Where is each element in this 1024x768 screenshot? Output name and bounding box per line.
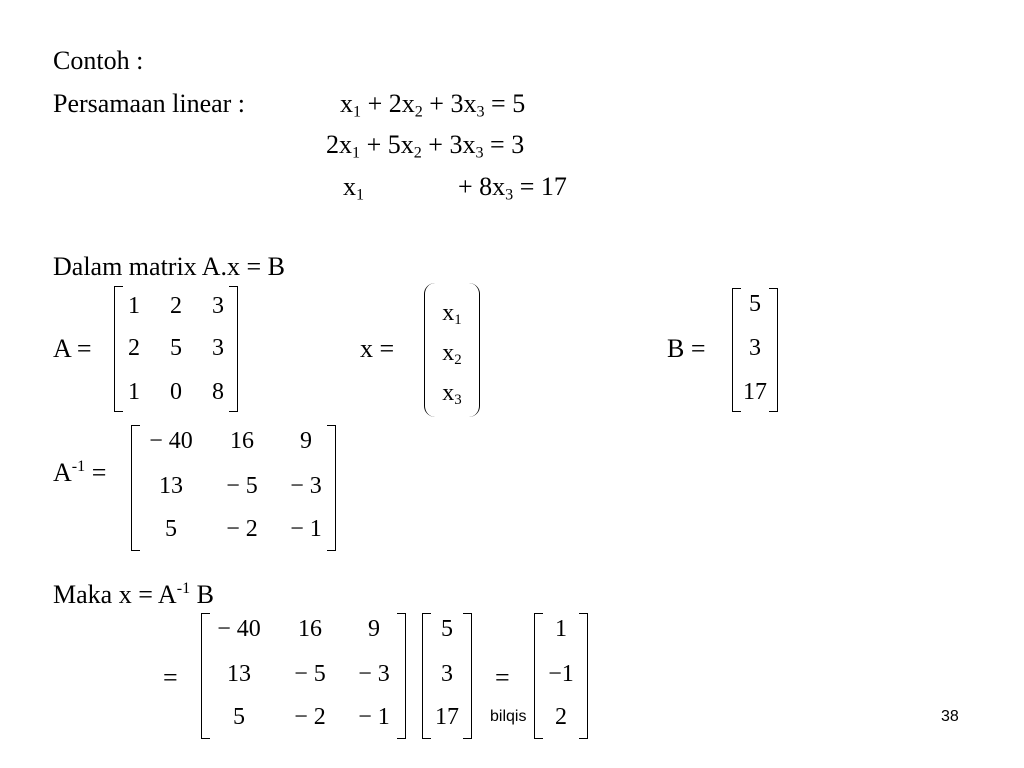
vector-cell: 5 [441,616,453,642]
footer-author: bilqis [490,708,527,725]
matrix-cell: − 5 [226,473,258,499]
vector-cell: 5 [749,291,761,317]
matrix-cell: 9 [300,428,312,454]
matrix-a-label: A = [53,334,92,363]
matrix-cell: − 3 [358,661,390,687]
page-number: 38 [941,708,959,725]
matrix-cell: − 2 [294,704,326,730]
matrix-a-inverse [131,425,336,551]
vector-cell: −1 [548,661,574,687]
matrix-form-text: Dalam matrix A.x = B [53,252,286,281]
equations-label: Persamaan linear : [53,89,246,118]
matrix-cell: 5 [170,335,182,361]
matrix-a-inverse-product [201,613,406,739]
vector-cell: 17 [743,379,767,405]
matrix-cell: 16 [298,616,322,642]
matrix-cell: 3 [212,335,224,361]
vector-b-label: B = [667,334,706,363]
vector-cell: $x_1$ [442,300,462,329]
matrix-cell: 5 [233,704,245,730]
matrix-cell: − 1 [358,704,390,730]
vector-cell: 17 [435,704,459,730]
matrix-cell: 2 [170,293,182,319]
equation-3-rhs: + $8x_3 = 17$ [458,172,567,204]
matrix-cell: 13 [227,661,251,687]
matrix-cell: 16 [230,428,254,454]
equals-sign: = [163,663,178,692]
solution-text: Maka $x = A^{-1}$ B [53,580,214,609]
matrix-cell: 8 [212,379,224,405]
matrix-cell: 9 [368,616,380,642]
equation-2: $2x_1 + 5x_2 + 3x_3 = 3$ [326,130,525,162]
matrix-cell: 2 [128,335,140,361]
vector-b [732,288,778,412]
vector-cell: $x_2$ [442,340,462,369]
matrix-cell: 5 [165,516,177,542]
equation-3-lhs: $x_1$ [343,172,365,204]
matrix-cell: − 5 [294,661,326,687]
matrix-cell: 3 [212,293,224,319]
heading: Contoh : [53,46,144,75]
vector-cell: 3 [749,335,761,361]
matrix-cell: − 40 [217,616,261,642]
matrix-cell: 1 [128,293,140,319]
vector-cell: 2 [555,704,567,730]
vector-b-product [422,613,472,739]
vector-x [424,283,480,417]
equals-sign-result: = [495,663,510,692]
matrix-cell: − 3 [290,473,322,499]
matrix-cell: 13 [159,473,183,499]
matrix-cell: − 40 [149,428,193,454]
matrix-cell: − 1 [290,516,322,542]
vector-cell: $x_3$ [442,380,462,409]
vector-cell: 3 [441,661,453,687]
matrix-cell: 0 [170,379,182,405]
vector-cell: 1 [555,616,567,642]
matrix-a [114,286,238,412]
matrix-cell: 1 [128,379,140,405]
vector-result [534,613,588,739]
equation-1: $x_1 + 2x_2 + 3x_3 = 5$ [340,89,526,121]
matrix-a-inverse-label: $A^{-1}$ = [53,458,107,487]
vector-x-label: x = [360,334,395,363]
matrix-cell: − 2 [226,516,258,542]
